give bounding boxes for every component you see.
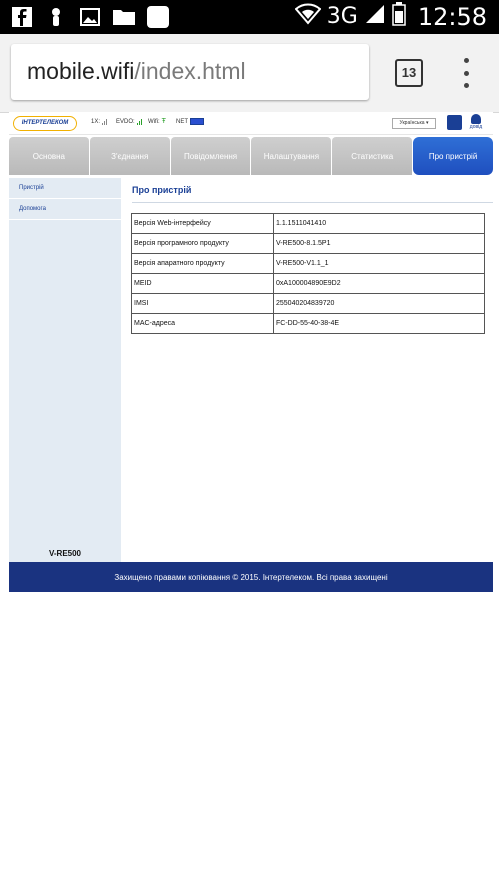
row-key: MAC-адреса [132, 314, 274, 334]
table-row [132, 274, 485, 294]
row-value: 1.1.1511041410 [274, 214, 485, 234]
language-select[interactable]: Українська ▾ [392, 118, 436, 129]
notification-icon [44, 5, 68, 29]
tab-messages[interactable]: Повідомлення [171, 137, 251, 175]
row-key: Версія апаратного продукту [132, 254, 274, 274]
url-path: /index.html [134, 58, 246, 84]
folder-icon [112, 5, 136, 29]
main-panel [121, 178, 493, 562]
sidebar-item-device[interactable]: Пристрій [9, 178, 121, 199]
signal-icon [364, 3, 386, 30]
router-page [9, 112, 493, 592]
wifi-icon [295, 3, 321, 30]
tab-switcher-button[interactable]: 13 [395, 59, 423, 87]
url-text[interactable] [27, 58, 246, 85]
page-title: Про пристрій [132, 185, 192, 195]
row-value: FC-DD-55-40-38-4E [274, 314, 485, 334]
device-info-table [131, 213, 485, 334]
url-host: mobile.wifi [27, 58, 135, 84]
help-button[interactable]: довід [469, 114, 483, 132]
wifi-indicator: Wifi: Ŧ [148, 118, 166, 125]
browser-toolbar [0, 34, 499, 113]
battery-icon [392, 2, 406, 31]
tab-about[interactable]: Про пристрій [413, 137, 493, 175]
home-icon[interactable] [447, 115, 462, 130]
page-footer: Захищено правами копіювання © 2015. Інтертелеком. Всі права захищені [9, 562, 493, 592]
signal-bars-icon [137, 118, 142, 125]
row-key: IMSI [132, 294, 274, 314]
overflow-menu-icon[interactable] [460, 58, 472, 88]
row-value: V-RE500-V1.1_1 [274, 254, 485, 274]
tab-basic[interactable]: Основна [9, 137, 89, 175]
image-icon [78, 5, 102, 29]
tab-statistics[interactable]: Статистика [332, 137, 412, 175]
evdo-indicator: EVDO: [116, 118, 142, 125]
row-key: MEID [132, 274, 274, 294]
url-bar[interactable] [11, 44, 369, 100]
sidebar-item-help[interactable]: Допомога [9, 199, 121, 220]
facebook-icon [10, 5, 34, 29]
signal-bars-icon [102, 118, 107, 125]
network-type: 3G [326, 4, 358, 29]
router-header [9, 112, 493, 135]
tab-settings[interactable]: Налаштування [251, 137, 331, 175]
intertelecom-logo: ІНТЕРТЕЛЕКОМ [13, 116, 77, 131]
net-indicator: NET [176, 118, 204, 125]
app-icon [146, 5, 170, 29]
table-row [132, 214, 485, 234]
table-row [132, 234, 485, 254]
onex-indicator: 1X: [91, 118, 107, 125]
content-area [9, 178, 493, 562]
main-tabs [9, 137, 493, 175]
tab-connection[interactable]: З'єднання [90, 137, 170, 175]
wifi-antenna-icon: Ŧ [161, 118, 166, 125]
user-icon [471, 114, 481, 124]
sidebar [9, 178, 121, 562]
table-row [132, 294, 485, 314]
row-key: Версія програмного продукту [132, 234, 274, 254]
row-value: 255040204839720 [274, 294, 485, 314]
table-row [132, 254, 485, 274]
status-bar [0, 0, 499, 34]
clock: 12:58 [417, 2, 487, 31]
table-row [132, 314, 485, 334]
battery-level-icon [190, 118, 204, 125]
row-value: 0xA100004890E9D2 [274, 274, 485, 294]
device-model: V-RE500 [48, 549, 82, 558]
row-key: Версія Web-інтерфейсу [132, 214, 274, 234]
row-value: V-RE500-8.1.5P1 [274, 234, 485, 254]
divider [132, 202, 493, 203]
